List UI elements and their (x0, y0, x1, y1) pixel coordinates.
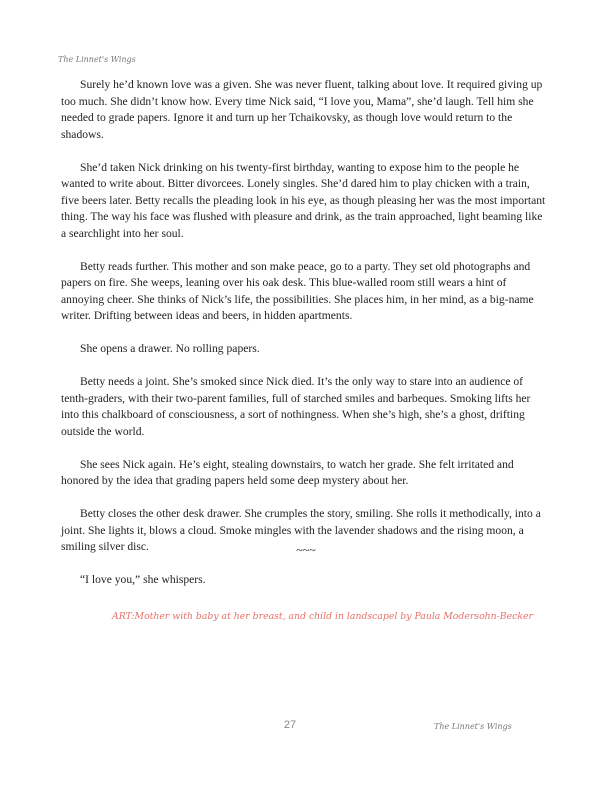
page-number: 27 (283, 719, 297, 731)
running-header: The Linnet's Wings (58, 55, 136, 64)
section-separator: ~~~ (296, 543, 316, 557)
paragraph: She’d taken Nick drinking on his twenty-first birthday, wanting to expose him to the people he wanted to write about. Bitter divorcees. Lonely singles. She’d dared him to play chicken with a train, five beers later. Betty recalls the pleading look in his eye, as though pleasing her was the most important thing. The way his face was flushed with pleasure and drink, as the train approached, light beaming like a searchlight into her soul. (61, 160, 546, 240)
running-footer: The Linnet's Wings (434, 722, 512, 731)
paragraph: She opens a drawer. No rolling papers. (80, 342, 260, 355)
paragraph: She sees Nick again. He’s eight, stealing downstairs, to watch her grade. She felt irritated and honored by the idea that grading papers held some deep mystery about her. (61, 457, 514, 487)
paragraph: Betty needs a joint. She’s smoked since Nick died. It’s the only way to stare into an audience of tenth-graders, with their two-parent families, full of starched smiles and barbeques. Smoking lifts her into this chalkboard of consciousness, a sort of nothingness. When she’s high, she’s a ghost, drifting outside the world. (61, 375, 531, 438)
paragraph: Betty reads further. This mother and son make peace, go to a party. They set old photographs and papers on fire. She weeps, leaning over his oak desk. This blue-walled room still wears a hint of annoying cheer. She thinks of Nick’s life, the possibilities. She places him, in her mind, as a big-name writer. Drifting between ideas and beers, in hidden apartments. (61, 259, 534, 322)
paragraph: “I love you,” she whispers. (80, 573, 206, 586)
paragraph: Surely he’d known love was a given. She was never fluent, talking about love. It required giving up too much. She didn’t know how. Every time Nick said, “I love you, Mama”, she’d laugh. Tell him she needed to grade papers. Ignore it and turn up her Tchaikovsky, as though love would return to the shadows. (61, 78, 543, 141)
paragraph: Betty closes the other desk drawer. She crumples the story, smiling. She rolls it methodically, into a joint. She lights it, blows a cloud. Smoke mingles with the lavender shadows and the rising moon, a smiling silver disc. (61, 507, 541, 553)
art-credit: ART:Mother with baby at her breast, and child in landscapel by Paula Modersohn-Becker (112, 611, 533, 622)
story-body (61, 77, 549, 605)
